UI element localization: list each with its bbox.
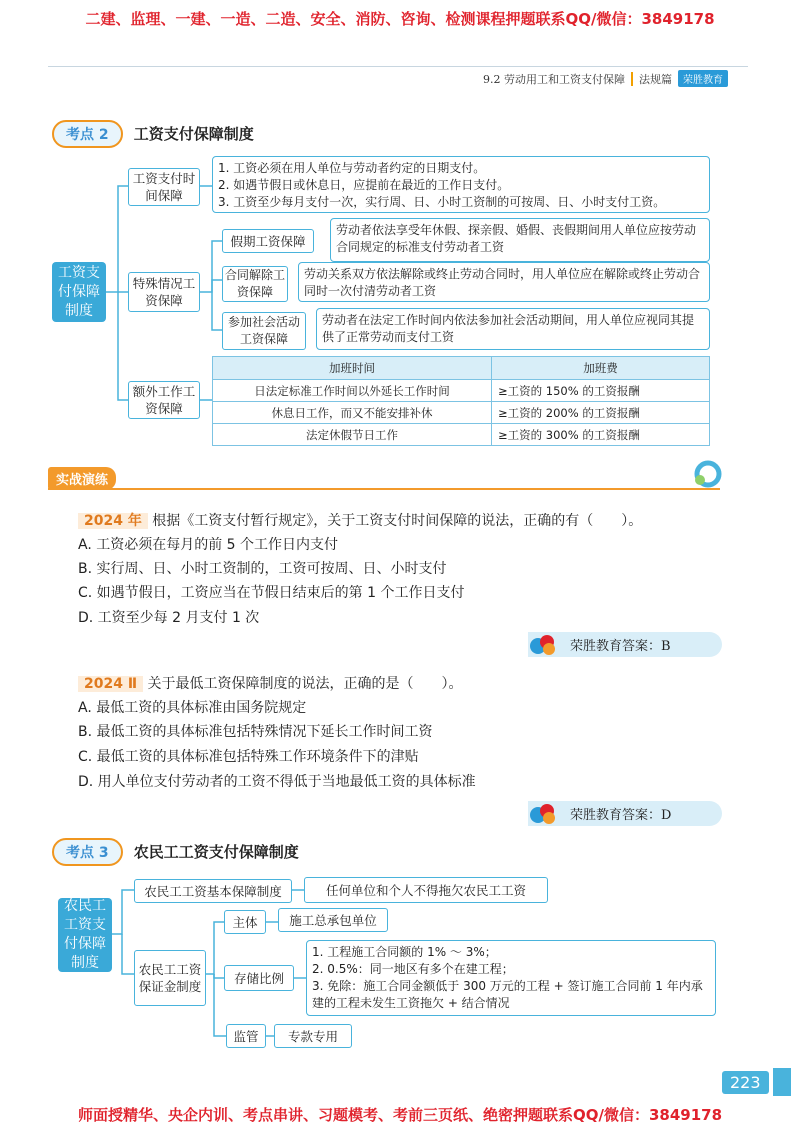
q2-option-b: B. 最低工资的具体标准包括特殊情况下延长工作时间工资	[78, 724, 433, 740]
q2-option-c: C. 最低工资的具体标准包括特殊工作环境条件下的津贴	[78, 749, 419, 765]
overtime-cell: 休息日工作，而又不能安排补休	[213, 402, 492, 424]
kd3-title: 农民工工资支付保障制度	[133, 843, 299, 861]
overtime-header-time: 加班时间	[213, 357, 492, 380]
kd2-time-line-1: 1. 工资必须在用人单位与劳动者约定的日期支付。	[218, 161, 486, 175]
page-number-block	[722, 1068, 791, 1096]
q1-year-badge: 2024 年	[78, 513, 148, 529]
kd3-fund-label: 农民工工资保证金制度	[134, 950, 206, 1006]
q1-answer: 荣胜教育答案：B	[528, 632, 722, 657]
kd2-pill: 考点 2	[52, 120, 123, 148]
kd3-supervise-text: 专款专用	[274, 1024, 352, 1048]
kd2-root-node: 工资支付保障制度	[52, 262, 106, 322]
overtime-cell: 日法定标准工作时间以外延长工作时间	[213, 380, 492, 402]
kd2-social-text: 劳动者在法定工作时间内依法参加社会活动期间，用人单位应视同其提供了正常劳动而支付工资	[316, 308, 710, 350]
kd2-time-line-2: 2. 如遇节假日或休息日，应提前在最近的工作日支付。	[218, 178, 510, 192]
q1-option-c: C. 如遇节假日，工资应当在节假日结束后的第 1 个工作日支付	[78, 585, 465, 601]
overtime-cell: ≥工资的 150% 的工资报酬	[492, 380, 710, 402]
practice-tag: 实战演练	[48, 467, 116, 490]
page-edge-tab	[773, 1068, 791, 1096]
kd3-supervise-label: 监管	[226, 1024, 266, 1048]
kd2-overtime-label: 额外工作工资保障	[128, 381, 200, 419]
running-header-section: 9.2 劳动用工和工资支付保障	[483, 72, 625, 86]
kd3-basic-label: 农民工工资基本保障制度	[134, 879, 292, 903]
brand-logo: 荣胜教育	[678, 70, 728, 87]
q2-stem-text: 关于最低工资保障制度的说法，正确的是（ ）。	[147, 676, 463, 692]
kd3-ratio-label: 存储比例	[224, 965, 294, 991]
kd3-ratio-line-1: 1. 工程施工合同额的 1% ～ 3%；	[312, 945, 497, 959]
kd3-pill: 考点 3	[52, 838, 123, 866]
kd2-holiday-label: 假期工资保障	[222, 229, 314, 253]
overtime-header-pay: 加班费	[492, 357, 710, 380]
kd2-social-label: 参加社会活动工资保障	[222, 312, 306, 350]
q1-option-a: A. 工资必须在每月的前 5 个工作日内支付	[78, 537, 339, 553]
kd3-ratio-line-2: 2. 0.5%：同一地区有多个在建工程；	[312, 962, 514, 976]
kd3-subject-text: 施工总承包单位	[278, 908, 388, 932]
kd2-special-label: 特殊情况工资保障	[128, 272, 200, 312]
kd2-title: 工资支付保障制度	[133, 125, 254, 143]
q2-answer: 荣胜教育答案：D	[528, 801, 722, 826]
q1-option-b: B. 实行周、日、小时工资制的，工资可按周、日、小时支付	[78, 561, 447, 577]
overtime-cell: ≥工资的 300% 的工资报酬	[492, 424, 710, 446]
q1-stem-text: 根据《工资支付暂行规定》，关于工资支付时间保障的说法，正确的有（ ）。	[152, 513, 643, 529]
kd3-ratio-line-3: 3. 免除：施工合同金额低于 300 万元的工程 + 签订施工合同前 1 年内承建的工程未发生工资拖欠 + 结合情况	[312, 979, 703, 1010]
kd3-subject-label: 主体	[224, 910, 266, 934]
overtime-cell: 法定休假节日工作	[213, 424, 492, 446]
q2-year-badge: 2024 Ⅱ	[78, 676, 143, 692]
page-number: 223	[722, 1071, 769, 1094]
kd2-holiday-text: 劳动者依法享受年休假、探亲假、婚假、丧假期间用人单位应按劳动合同规定的标准支付劳动者工资	[330, 218, 710, 262]
overtime-cell: ≥工资的 200% 的工资报酬	[492, 402, 710, 424]
q1-option-d: D. 工资至少每 2 月支付 1 次	[78, 610, 260, 626]
top-banner: 二建、监理、一建、一造、二造、安全、消防、咨询、检测课程押题联系QQ/微信：3849178	[85, 10, 715, 28]
kd3-basic-text: 任何单位和个人不得拖欠农民工工资	[304, 877, 548, 903]
q2-option-a: A. 最低工资的具体标准由国务院规定	[78, 700, 307, 716]
kd3-root-node: 农民工工资支付保障制度	[58, 898, 112, 972]
kd2-time-line-3: 3. 工资至少每月支付一次，实行周、日、小时工资制的可按周、日、小时支付工资。	[218, 195, 666, 209]
bottom-banner: 师面授精华、央企内训、考点串讲、习题模考、考前三页纸、绝密押题联系QQ/微信：3849178	[77, 1106, 723, 1124]
kd3-ratio-content	[306, 940, 716, 1016]
kd2-contract-label: 合同解除工资保障	[222, 266, 288, 302]
running-header-part: 法规篇	[639, 72, 672, 86]
kd2-contract-text: 劳动关系双方依法解除或终止劳动合同时，用人单位应在解除或终止劳动合同时一次付清劳动者工资	[298, 262, 710, 302]
kd2-time-label: 工资支付时间保障	[128, 168, 200, 206]
q2-option-d: D. 用人单位支付劳动者的工资不得低于当地最低工资的具体标准	[78, 774, 476, 790]
